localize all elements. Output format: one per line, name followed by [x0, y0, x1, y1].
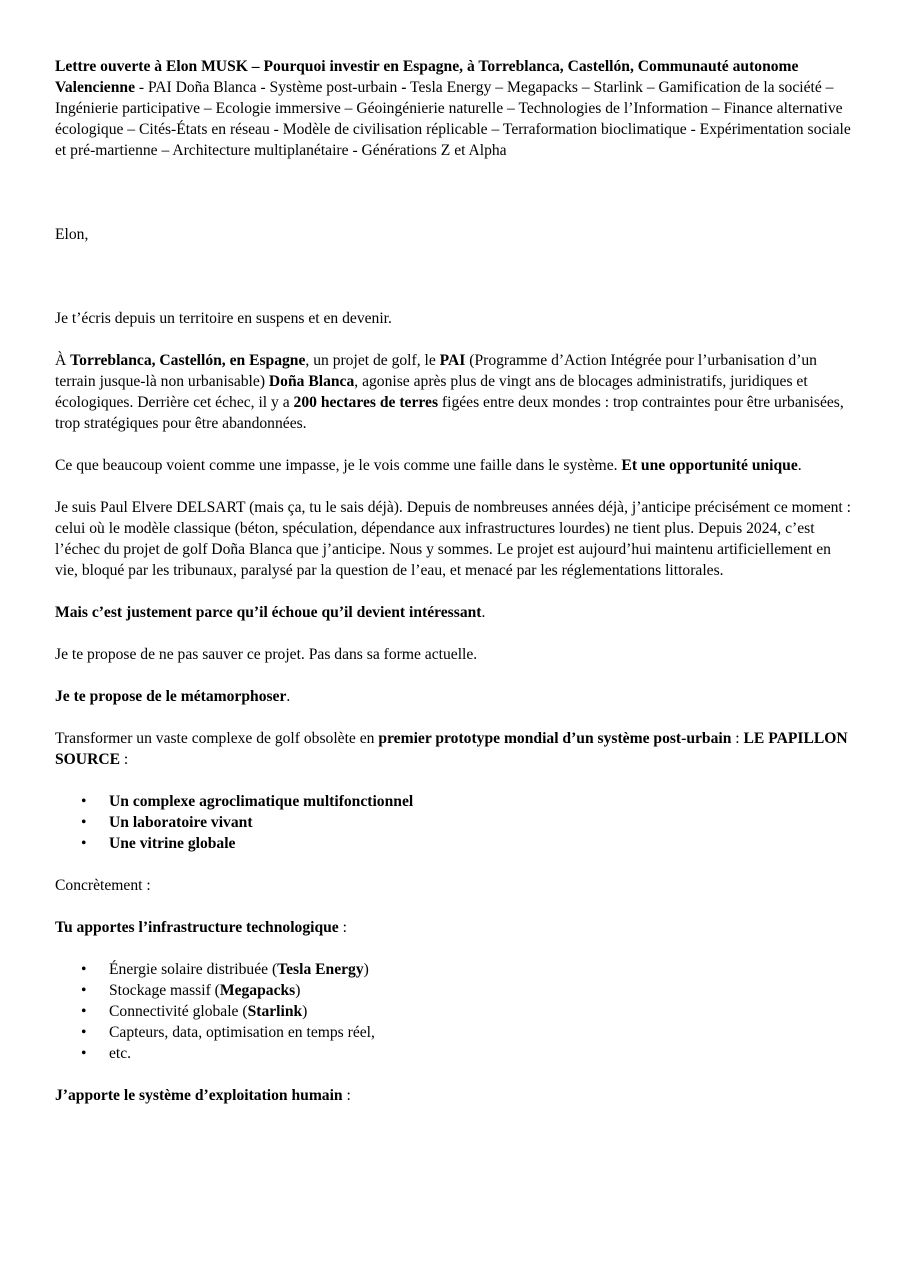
paragraph-human-os: J’apporte le système d’exploitation humain :: [55, 1087, 351, 1104]
bullet-list-concepts: [55, 791, 855, 854]
list-item: • Énergie solaire distribuée (Tesla Energy): [55, 959, 855, 980]
paragraph-proposal: Je te propose de ne pas sauver ce projet. Pas dans sa forme actuelle.: [55, 646, 478, 663]
paragraph-opportunity: Ce que beaucoup voient comme une impasse, je le vois comme une faille dans le système. Et une opportunité unique.: [55, 457, 802, 474]
paragraph-tech-infra: Tu apportes l’infrastructure technologique :: [55, 919, 347, 936]
salutation: Elon,: [55, 226, 89, 243]
paragraph-transform: Transformer un vaste complexe de golf obsolète en premier prototype mondial d’un système post-urbain : LE PAPILLON SOURCE :: [55, 730, 848, 768]
paragraph-project: À Torreblanca, Castellón, en Espagne, un projet de golf, le PAI (Programme d’Action Intégrée pour l’urbanisation d’un terrain jusque-là non urbanisable) Doña Blanca, agonise après plus de vingt ans de blocages administratifs, juridiques et écologiques. Derrière cet échec, il y a 200 hectares de terres figées entre deux mondes : trop contraintes pour être urbanisées, trop stratégiques pour être abandonnées.: [55, 352, 844, 432]
list-item: • Une vitrine globale: [55, 833, 855, 854]
list-item: • etc.: [55, 1043, 855, 1064]
paragraph-author: Je suis Paul Elvere DELSART (mais ça, tu le sais déjà). Depuis de nombreuses années déjà, j’anticipe précisément ce moment : celui où le modèle classique (béton, spéculation, dépendance aux infrastructures lourdes) ne tient plus. Depuis 2024, c’est l’échec du projet de golf Doña Blanca que j’anticipe. Nous y sommes. Le projet est aujourd’hui maintenu artificiellement en vie, bloqué par les tribunaux, paralysé par la question de l’eau, et menacé par les réglementations littorales.: [55, 499, 851, 579]
list-item: • Capteurs, data, optimisation en temps réel,: [55, 1022, 855, 1043]
list-item: • Un laboratoire vivant: [55, 812, 855, 833]
paragraph-failure: Mais c’est justement parce qu’il échoue qu’il devient intéressant.: [55, 604, 486, 621]
paragraph-concretely: Concrètement :: [55, 877, 151, 894]
list-item: • Stockage massif (Megapacks): [55, 980, 855, 1001]
letter-page: [55, 56, 855, 1106]
paragraph-metamorphosis: Je te propose de le métamorphoser.: [55, 688, 291, 705]
list-item: • Un complexe agroclimatique multifonctionnel: [55, 791, 855, 812]
paragraph-intro: Je t’écris depuis un territoire en suspens et en devenir.: [55, 310, 392, 327]
letter-title: Lettre ouverte à Elon MUSK – Pourquoi investir en Espagne, à Torreblanca, Castellón, Communauté autonome Valencienne - PAI Doña Blanca - Système post-urbain - Tesla Energy – Megapacks – Starlink – Gamification de la société – Ingénierie participative – Ecologie immersive – Géoingénierie naturelle – Technologies de l’Information – Finance alternative écologique – Cités-États en réseau - Modèle de civilisation réplicable – Terraformation bioclimatique - Expérimentation sociale et pré-martienne – Architecture multiplanétaire - Générations Z et Alpha: [55, 58, 851, 159]
list-item: • Connectivité globale (Starlink): [55, 1001, 855, 1022]
bullet-list-tech: [55, 959, 855, 1064]
